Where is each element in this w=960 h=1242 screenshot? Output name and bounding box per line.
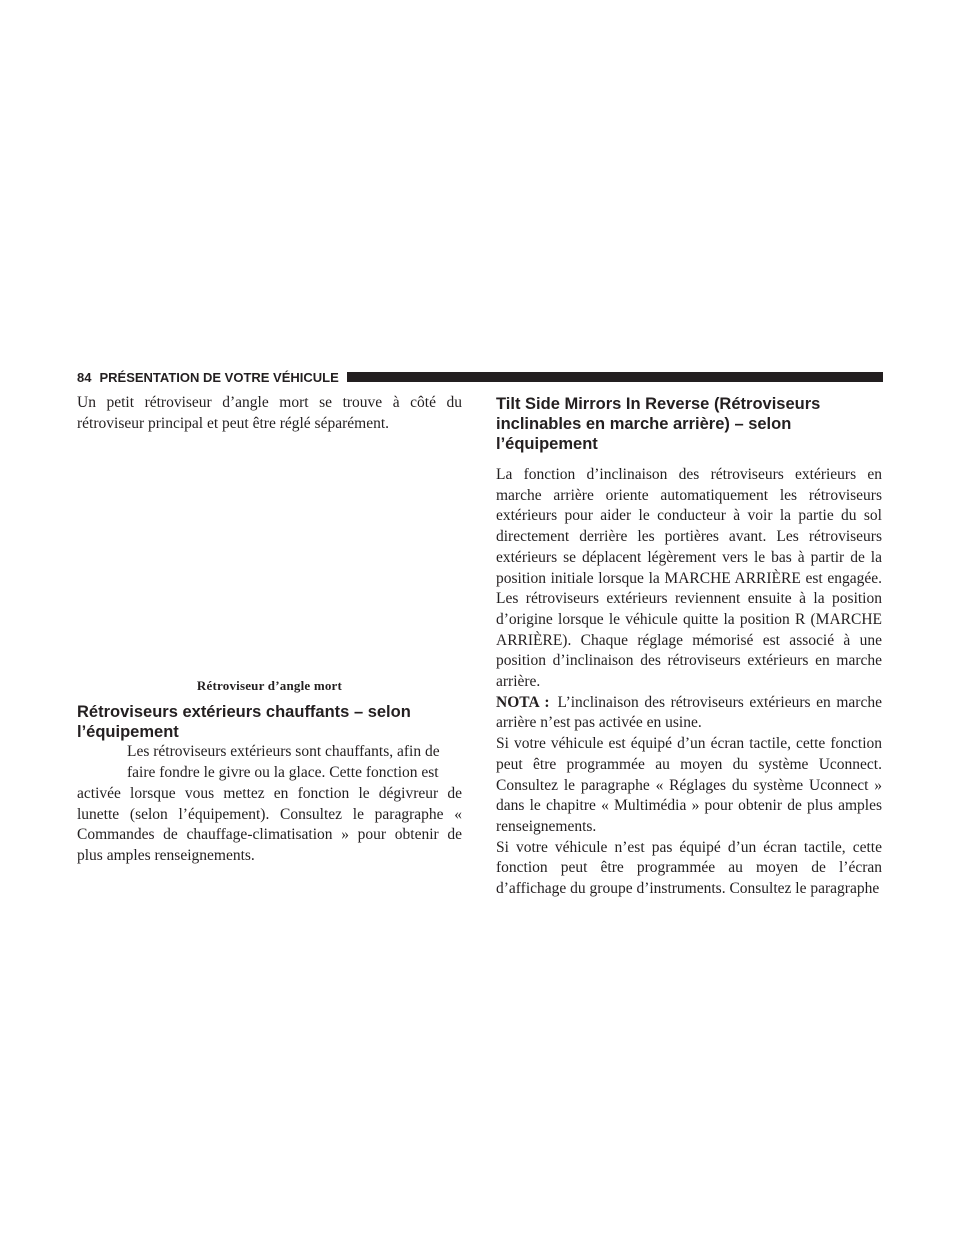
heated-line-1: Les rétroviseurs extérieurs sont chauffants, afin de <box>127 743 440 761</box>
tilt-heading-line1: Tilt Side Mirrors In Reverse (Rétroviseurs <box>496 395 821 413</box>
heated-line-2: faire fondre le givre ou la glace. Cette fonction est <box>127 764 439 782</box>
nota-text: L’inclinaison des rétroviseurs extérieurs en marche arrière n’est pas activée en usine. <box>496 693 882 732</box>
tilt-paragraph: La fonction d’inclinaison des rétroviseurs extérieurs en marche arrière oriente automatiquement les rétroviseurs extérieurs pour aider le conducteur à voir la partie du sol directement derrière les portières avant. Les rétroviseurs extérieurs se déplacent légèrement vers le bas à partir de la position initiale lorsque la MARCHE ARRIÈRE est engagée. Les rétroviseurs extérieurs reviennent ensuite à la position d’origine lorsque le véhicule quitte la position R (MARCHE ARRIÈRE). Chaque réglage mémorisé est associé à une position d’inclinaison des rétroviseurs extérieurs en marche arrière. <box>496 466 882 691</box>
blind-spot-mirror-figure <box>77 434 462 670</box>
figure-caption: Rétroviseur d’angle mort <box>196 678 343 694</box>
right-column <box>496 393 882 900</box>
section-title: PRÉSENTATION DE VOTRE VÉHICULE <box>99 369 339 385</box>
heated-mirrors-heading <box>77 702 462 742</box>
heated-mirrors-paragraph <box>77 742 462 866</box>
page-number: 84 <box>77 369 92 385</box>
heated-heading-line1: Rétroviseurs extérieurs chauffants – selon <box>77 703 411 722</box>
page-header <box>77 368 883 386</box>
left-column <box>77 393 462 867</box>
nota-paragraph <box>496 693 882 734</box>
touchscreen-paragraph: Si votre véhicule est équipé d’un écran tactile, cette fonction peut être programmée au moyen du système Uconnect. Consultez le paragraphe « Réglages du système Uconnect » dans le chapitre « Multimédia » pour obtenir de plus amples renseignements. <box>496 735 882 835</box>
nota-label: NOTA : <box>496 693 550 711</box>
no-touchscreen-paragraph: Si votre véhicule n’est pas équipé d’un écran tactile, cette fonction peut être programmée au moyen de l’écran d’affichage du groupe d’instruments. Consultez le paragraphe <box>496 838 882 898</box>
tilt-heading-line2: inclinables en marche arrière) – selon l’équipement <box>496 415 792 453</box>
heated-rest: activée lorsque vous mettez en fonction le dégivreur de lunette (selon l’équipement). Consultez le paragraphe « Commandes de chauffage-climatisation » pour obtenir de plus amples renseignements. <box>77 784 462 864</box>
tilt-mirrors-heading <box>496 394 882 454</box>
header-rule <box>347 372 883 382</box>
intro-paragraph: Un petit rétroviseur d’angle mort se trouve à côté du rétroviseur principal et peut être réglé séparément. <box>77 394 462 432</box>
heated-heading-line2: l’équipement <box>77 723 179 742</box>
